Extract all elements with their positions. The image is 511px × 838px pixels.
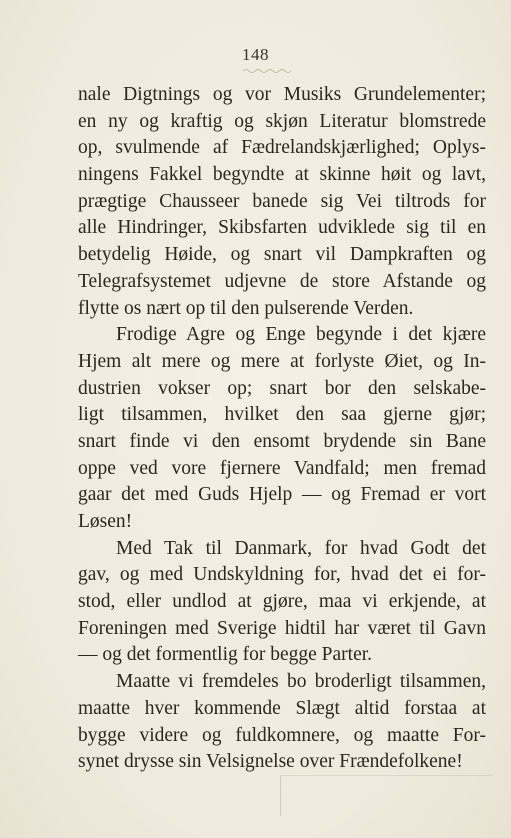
text-line: Med Tak til Danmark, for hvad Godt det	[116, 537, 486, 559]
text-line: synet drysse sin Velsignelse over Frændefolkene!	[78, 751, 463, 773]
page-number: 148	[242, 45, 269, 64]
text-line: gav, og med Undskyldning for, hvad det ei for-	[78, 564, 486, 586]
text-line: Hjem alt mere og mere at forlyste Øiet, og In-	[78, 350, 486, 372]
text-line: alle Hindringer, Skibsfarten udviklede sig til en	[78, 217, 486, 239]
page-corner-mark	[280, 775, 493, 816]
text-line: en ny og kraftig og skjøn Literatur blomstrede	[78, 110, 486, 132]
text-line: maatte hver kommende Slægt altid forstaa at	[78, 697, 486, 719]
text-line: ligt tilsammen, hvilket den saa gjerne gjør;	[78, 404, 486, 426]
text-line: ningens Fakkel begyndte at skinne høit og lavt,	[78, 164, 486, 186]
text-line: nale Digtnings og vor Musiks Grundelementer;	[78, 84, 486, 105]
text-line: Telegrafsystemet udjevne de store Afstande og	[78, 270, 486, 292]
text-line: Løsen!	[78, 511, 133, 532]
text-line: Maatte vi fremdeles bo broderligt tilsammen,	[116, 671, 486, 693]
text-line: — og det formentlig for begge Parter.	[78, 644, 373, 666]
text-line: dustrien vokser op; snart bor den selskabe-	[78, 377, 486, 399]
text-line: bygge videre og fuldkomnere, og maatte For-	[78, 724, 486, 746]
decorative-rule	[243, 68, 293, 74]
text-line: prægtige Chausseer banede sig Vei tiltrods for	[78, 190, 486, 212]
text-line: Foreningen med Sverige hidtil har været til Gavn	[78, 617, 486, 639]
text-line: flytte os nært op til den pulserende Verden.	[78, 297, 414, 319]
text-line: betydelig Høide, og snart vil Dampkraften og	[78, 244, 486, 266]
body-text	[78, 82, 486, 776]
text-line: gaar det med Guds Hjelp — og Fremad er vort	[78, 484, 486, 506]
text-line: oppe ved vore fjernere Vandfald; men fremad	[78, 457, 486, 479]
text-line: snart finde vi den ensomt brydende sin Bane	[78, 430, 486, 452]
text-line: op, svulmende af Fædrelandskjærlighed; Oplys-	[78, 137, 486, 159]
text-line: Frodige Agre og Enge begynde i det kjære	[116, 324, 486, 346]
text-line: stod, eller undlod at gjøre, maa vi erkjende, at	[78, 591, 486, 613]
